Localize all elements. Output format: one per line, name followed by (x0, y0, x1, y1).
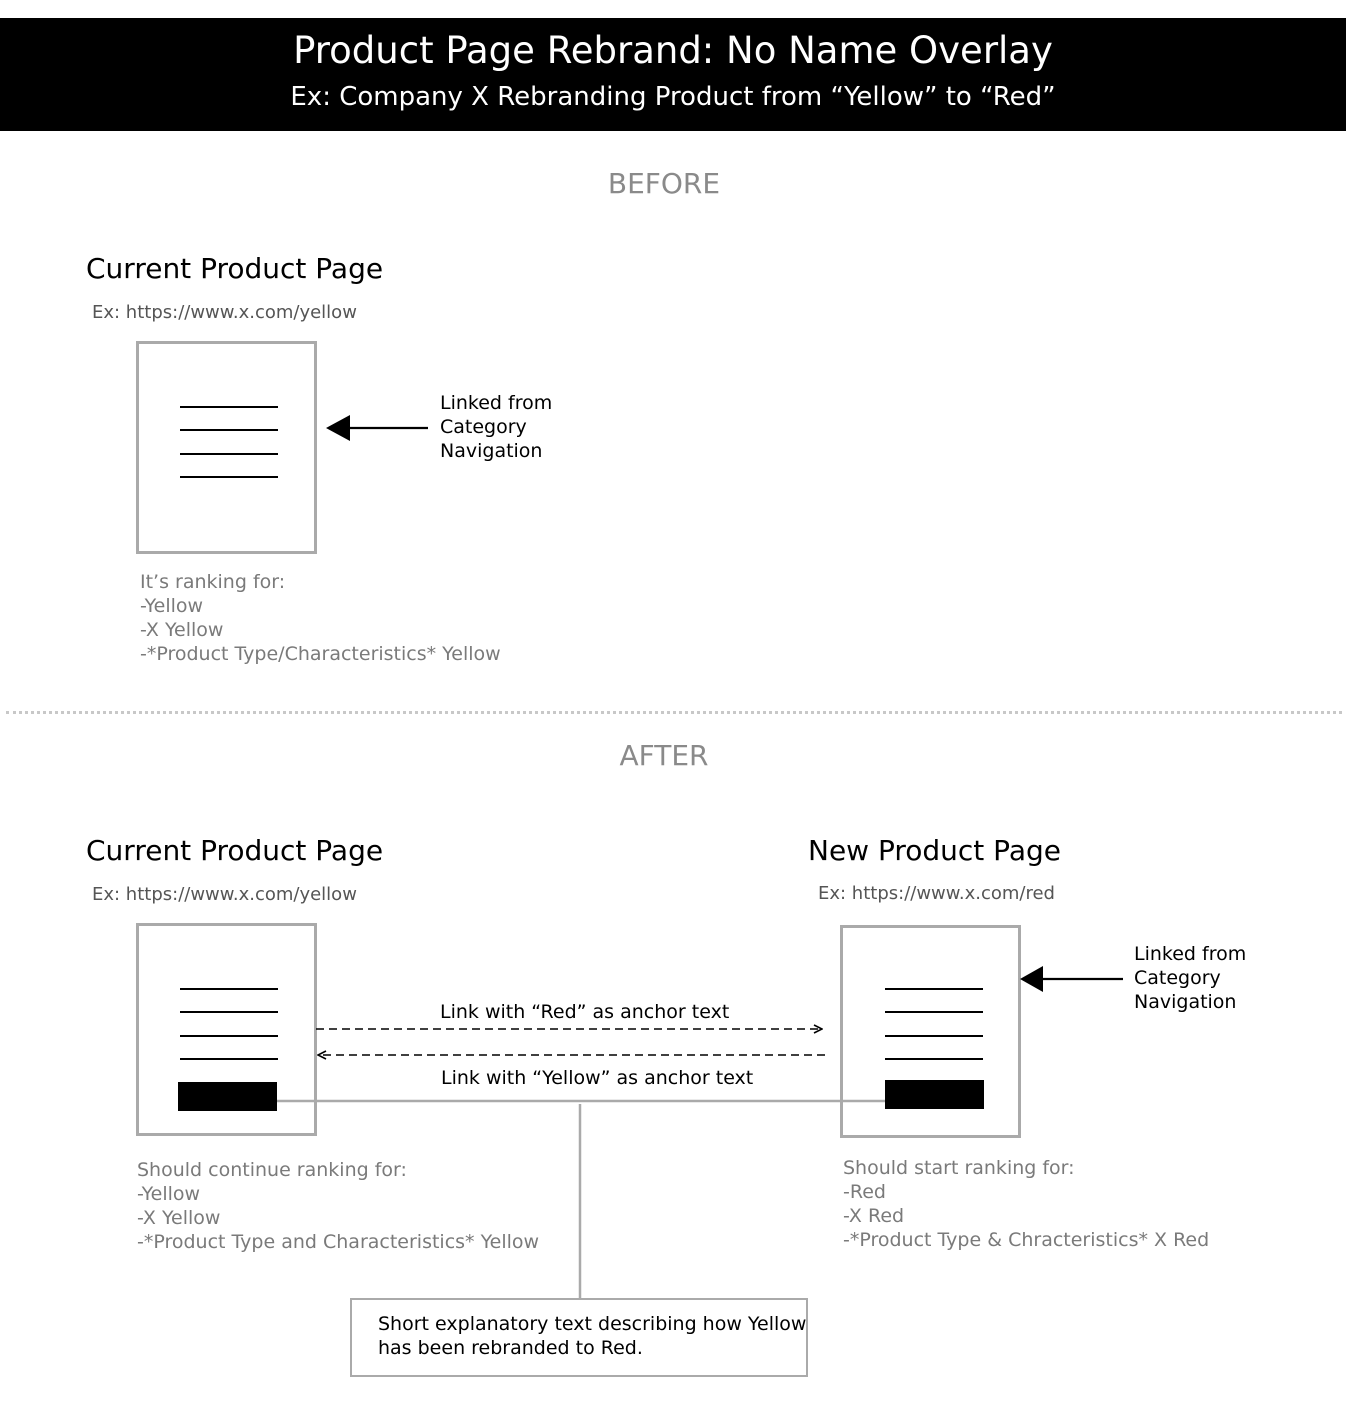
before-current-heading: Current Product Page (86, 252, 384, 285)
after-label: AFTER (619, 739, 709, 772)
after-current-url: Ex: https://www.x.com/yellow (92, 884, 357, 905)
after-new-heading: New Product Page (808, 834, 1061, 867)
after-nav-arrow-head (1020, 966, 1043, 992)
diagram-subtitle: Ex: Company X Rebranding Product from “Yellow” to “Red” (290, 82, 1056, 112)
ranking-item: -*Product Type & Chracteristics* X Red (843, 1229, 1210, 1251)
explanation-line: has been rebranded to Red. (378, 1337, 643, 1359)
ranking-heading: Should continue ranking for: (137, 1159, 407, 1181)
ranking-item: -X Yellow (140, 619, 224, 641)
before-nav-arrow-head (326, 415, 350, 441)
red-anchor-link-label: Link with “Red” as anchor text (440, 1001, 730, 1023)
diagram-title: Product Page Rebrand: No Name Overlay (293, 29, 1053, 72)
ranking-item: -Yellow (137, 1183, 201, 1205)
linked-from-line: Linked from (440, 392, 553, 414)
explanation-line: Short explanatory text describing how Yellow (378, 1313, 807, 1335)
linked-from-line: Linked from (1134, 943, 1247, 965)
ranking-heading: Should start ranking for: (843, 1157, 1075, 1179)
linked-from-line: Navigation (440, 440, 543, 462)
before-current-url: Ex: https://www.x.com/yellow (92, 302, 357, 323)
linked-from-line: Navigation (1134, 991, 1237, 1013)
linked-from-line: Category (440, 416, 527, 438)
ranking-item: -*Product Type and Characteristics* Yellow (137, 1231, 540, 1253)
after-current-ranking-list (137, 1158, 539, 1254)
yellow-anchor-link-label: Link with “Yellow” as anchor text (441, 1067, 754, 1089)
after-new-ranking-list (843, 1156, 1209, 1252)
after-new-url: Ex: https://www.x.com/red (818, 883, 1055, 904)
linked-from-line: Category (1134, 967, 1221, 989)
explanation-box (350, 1298, 808, 1377)
before-label: BEFORE (607, 167, 721, 200)
ranking-item: -Red (843, 1181, 886, 1203)
after-current-heading: Current Product Page (86, 834, 384, 867)
after-linked-from-note (1134, 942, 1246, 1014)
ranking-heading: It’s ranking for: (140, 571, 286, 593)
ranking-item: -X Red (843, 1205, 905, 1227)
ranking-item: -*Product Type/Characteristics* Yellow (140, 643, 501, 665)
ranking-item: -Yellow (140, 595, 204, 617)
ranking-item: -X Yellow (137, 1207, 221, 1229)
